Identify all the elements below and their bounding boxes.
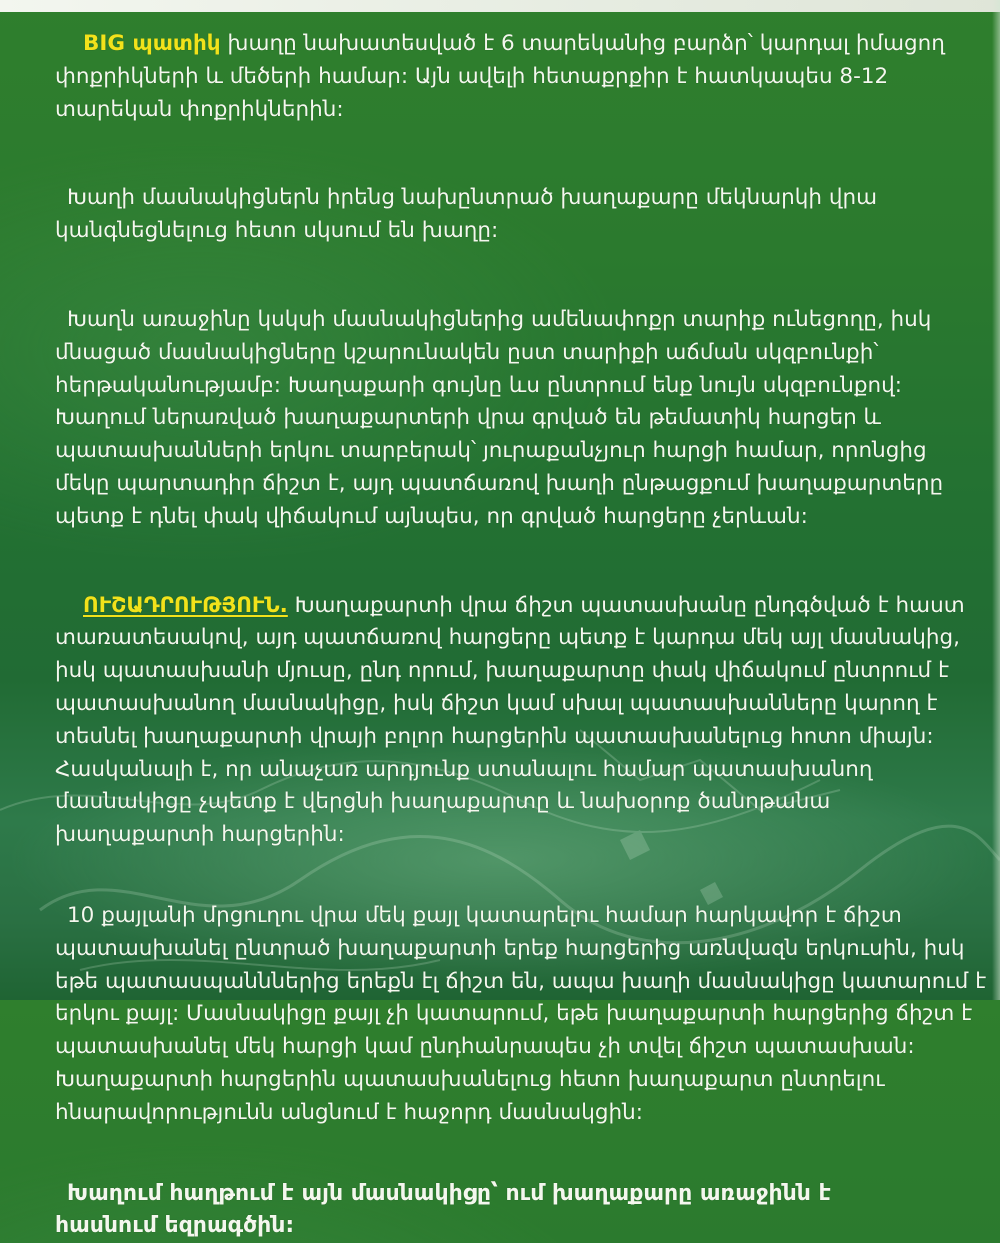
steps-line-2: պատասխանել ընտրած խաղաքարտի երեք հարցերից առնվազն երկուսին, իսկ [55,935,965,961]
intro-line-1-text: խաղը նախատեսված է 6 տարեկանից բարձր՝ կարդալ իմացող [220,31,945,56]
warning-line-1 [55,590,965,623]
order-line-2: մնացած մասնակիցները կշարունակեն ըստ տարիքի աճման սկզբունքի՝ [55,339,879,365]
intro-line-3: տարեկան փոքրիկներին: [55,96,344,122]
steps-line-1: 10 քայլանի մրցուղու վրա մեկ քայլ կատարելու համար հարկավոր է ճիշտ [67,902,902,928]
warning-paragraph [0,590,1000,852]
steps-line-5: պատասխանել մեկ հարցի կամ ընդհանրապես չի տվել ճիշտ պատասխան: [55,1034,915,1060]
spacer [0,534,1000,590]
steps-line-7: հնարավորությունն անցնում է հաջորդ մասնակցին: [55,1099,643,1125]
intro-line-1 [55,28,960,61]
spacer [0,1130,1000,1178]
brand-name: BIG պատիկ [83,31,221,56]
warning-line-3: իսկ պատասխանի մյուսը, ընդ որում, խաղաքարտը փակ վիճակում ընտրում է [55,658,950,684]
intro-line-2: փոքրիկների և մեծերի համար: Այն ավելի հետաքրքիր է հատկապես 8-12 [55,63,889,89]
warning-line-8: խաղաքարտի հարցերին: [55,822,345,848]
order-line-4: Խաղում ներառված խաղաքարտերի վրա գրված են թեմատիկ հարցեր և [55,405,881,431]
spacer [0,126,1000,182]
order-line-5: պատասխանների երկու տարբերակ՝ յուրաքանչյուր հարցի համար, որոնցից [55,438,927,464]
warning-line-4: պատասխանող մասնակիցը, իսկ ճիշտ կամ սխալ պատասխանները կարող է [55,690,938,716]
steps-paragraph [0,900,1000,1130]
order-line-7: պետք է դնել փակ վիճակում այնպես, որ գրված հարցերը չերևան: [55,503,808,529]
setup-paragraph [0,182,1000,248]
intro-paragraph [0,28,1000,126]
order-line-1: Խաղն առաջինը կսկսի մասնակիցներից ամենափոքր տարիք ունեցողը, իսկ [67,306,932,332]
order-line-3: հերթականությամբ: Խաղաքարի գույնը ևս ընտրում ենք նույն սկզբունքով: [55,372,903,398]
steps-line-6: Խաղաքարտի հարցերին պատասխանելուց հետո խաղաքարտ ընտրելու [55,1066,885,1092]
warning-line-6: Հասկանալի է, որ անաչառ արդյունք ստանալու համար պատասխանող [55,756,873,782]
warning-line-5: տեսնել խաղաքարտի վրայի բոլոր հարցերին պատասխանելուց հոտո միայն: [55,723,934,749]
winner-paragraph [0,1178,1000,1243]
warning-line-7: մասնակիցը չպետք է վերցնի խաղաքարտը և նախօրոք ծանոթանա [55,789,831,815]
setup-line-2: կանգնեցնելուց հետո սկսում են խաղը: [55,218,499,244]
spacer [0,852,1000,900]
spacer [0,248,1000,304]
winner-line-1: Խաղում հաղթում է այն մասնակիցը՝ ում խաղաքարը առաջինն է [67,1180,831,1206]
setup-line-1: Խաղի մասնակիցներն իրենց նախընտրած խաղաքարը մեկնարկի վրա [67,185,878,211]
warning-label: ՈՒՇԱԴՐՈՒԹՅՈՒՆ. [83,592,288,618]
warning-line-2: տառատեսակով, այդ պատճառով հարցերը պետք է կարդա մեկ այլ մասնակից, [55,625,960,651]
rules-text [0,28,1000,1243]
steps-line-3: եթե պատասպանններից երեքն էլ ճիշտ են, ապա խաղի մասնակիցը կատարում է [55,968,987,994]
winner-line-2: հասնում եզրագծին: [55,1213,295,1239]
order-line-6: մեկը պարտադիր ճիշտ է, այդ պատճառով խաղի ընթացքում խաղաքարտերը [55,470,944,496]
top-edge [0,0,1000,12]
steps-line-4: երկու քայլ: Մասնակիցը քայլ չի կատարում, եթե խաղաքարտի հարցերից ճիշտ է [55,1001,973,1027]
order-paragraph [0,304,1000,534]
warning-line-1-text: Խաղաքարտի վրա ճիշտ պատասխանը ընդգծված է հաստ [287,592,965,618]
